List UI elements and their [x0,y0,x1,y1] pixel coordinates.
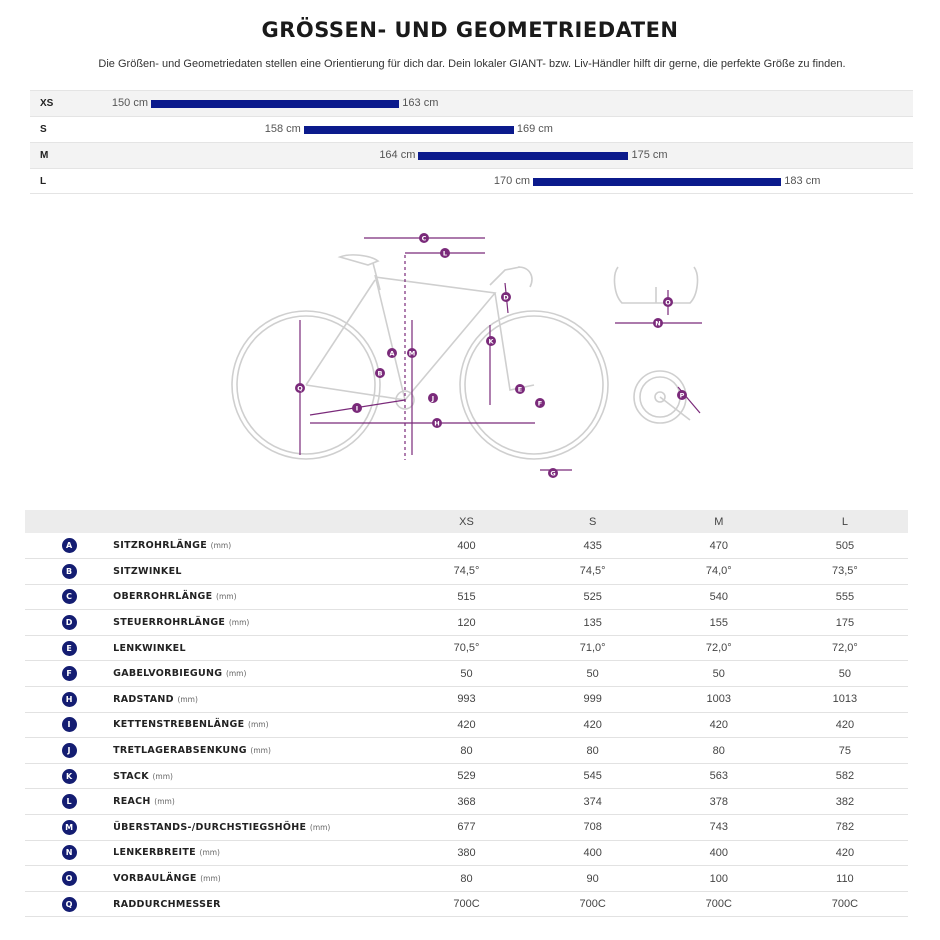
diagram-marker-k [486,336,496,346]
svg-text:D: D [503,293,509,302]
svg-text:Q: Q [297,384,303,393]
diagram-marker-g [548,468,558,478]
value-cell-xs: 80 [403,738,529,764]
size-range-bar [533,178,781,186]
row-letter-cell [25,738,113,764]
letter-badge: F [62,666,77,681]
measurement-unit: (mm) [248,720,269,730]
size-range-bar [418,152,628,160]
table-row [25,738,908,764]
size-label: L [40,176,47,187]
row-name-cell [113,763,403,789]
value-cell-m: 378 [656,789,782,815]
row-letter-cell [25,712,113,738]
svg-text:B: B [377,369,383,378]
value-cell-s: 400 [530,840,656,866]
row-letter-cell [25,533,113,559]
svg-text:K: K [488,337,494,346]
value-cell-xs: 400 [403,533,529,559]
diagram-marker-a [387,348,397,358]
value-cell-s: 71,0° [530,635,656,661]
row-name-cell [113,891,403,917]
table-row [25,687,908,713]
svg-text:I: I [355,404,359,413]
svg-text:L: L [442,249,448,258]
value-cell-m: 563 [656,763,782,789]
measurement-name: VORBAULÄNGE [113,873,197,885]
row-letter-cell [25,789,113,815]
diagram-marker-b [375,368,385,378]
measurement-unit: (mm) [210,541,232,551]
svg-text:G: G [550,469,556,478]
value-cell-l: 72,0° [782,635,908,661]
geometry-table-header [25,510,908,533]
svg-text:M: M [408,349,416,358]
diagram-marker-o [663,297,673,307]
value-cell-xs: 80 [403,866,529,892]
row-letter-cell [25,610,113,636]
letter-badge: M [62,820,77,835]
table-row [25,763,908,789]
measurement-unit: (mm) [200,874,221,884]
value-cell-s: 80 [530,738,656,764]
row-letter-cell [25,840,113,866]
row-letter-cell [25,584,113,610]
letter-badge: A [62,538,77,553]
measurement-unit: (mm) [199,848,220,858]
diagram-marker-q [295,383,305,393]
row-name-cell [113,635,403,661]
row-letter-cell [25,559,113,585]
row-letter-cell [25,661,113,687]
row-name-cell [113,840,403,866]
size-range-row [30,168,913,194]
table-row [25,840,908,866]
table-row [25,559,908,585]
measurement-unit: (mm) [152,771,173,781]
column-header-l: L [782,510,908,533]
value-cell-l: 555 [782,584,908,610]
value-cell-m: 1003 [656,687,782,713]
value-cell-s: 700C [530,891,656,917]
value-cell-s: 374 [530,789,656,815]
table-row [25,661,908,687]
size-range-max: 183 cm [784,175,821,187]
diagram-marker-f [535,398,545,408]
size-label: M [40,150,49,161]
value-cell-s: 90 [530,866,656,892]
measurement-unit: (mm) [216,592,237,602]
row-letter-cell [25,866,113,892]
measurement-name: SITZROHRLÄNGE [113,540,208,552]
row-letter-cell [25,763,113,789]
diagram-marker-i [352,403,362,413]
table-row [25,584,908,610]
table-row [25,866,908,892]
value-cell-xs: 677 [403,815,529,841]
measurement-name: GABELVORBIEGUNG [113,668,223,680]
value-cell-m: 470 [656,533,782,559]
measurement-unit: (mm) [225,669,247,679]
page-subtitle: Die Größen- und Geometriedaten stellen eine Orientierung für dich dar. Dein lokaler GIANT- bzw. Liv-Händler hilft dir gerne, die perfekte Größe zu finden. [98,58,846,70]
value-cell-xs: 529 [403,763,529,789]
value-cell-s: 50 [530,661,656,687]
diagram-marker-l [440,248,450,258]
header-name [113,510,403,533]
letter-badge: E [62,641,77,656]
value-cell-xs: 120 [403,610,529,636]
value-cell-l: 420 [782,840,908,866]
value-cell-xs: 515 [403,584,529,610]
value-cell-s: 525 [530,584,656,610]
value-cell-xs: 993 [403,687,529,713]
row-name-cell [113,738,403,764]
size-range-min: 164 cm [379,149,416,161]
value-cell-xs: 380 [403,840,529,866]
value-cell-s: 74,5° [530,559,656,585]
value-cell-s: 435 [530,533,656,559]
measurement-name: RADDURCHMESSER [113,898,221,910]
value-cell-l: 75 [782,738,908,764]
size-range-bar [151,100,399,108]
letter-badge: L [62,794,77,809]
value-cell-s: 135 [530,610,656,636]
value-cell-m: 700C [656,891,782,917]
row-name-cell [113,815,403,841]
letter-badge: N [62,845,77,860]
measurement-name: STACK [113,770,149,782]
column-header-xs: XS [403,510,529,533]
table-row [25,712,908,738]
value-cell-m: 743 [656,815,782,841]
value-cell-xs: 74,5° [403,559,529,585]
svg-text:C: C [421,234,427,243]
value-cell-l: 582 [782,763,908,789]
value-cell-m: 50 [656,661,782,687]
measurement-name: KETTENSTREBENLÄNGE [113,719,245,731]
value-cell-s: 420 [530,712,656,738]
table-row [25,815,908,841]
diagram-marker-m [407,348,417,358]
measurement-name: SITZWINKEL [113,565,182,577]
value-cell-m: 80 [656,738,782,764]
svg-text:O: O [665,298,671,307]
diagram-marker-n [653,318,663,328]
value-cell-m: 100 [656,866,782,892]
row-letter-cell [25,687,113,713]
svg-text:J: J [431,394,435,403]
table-row [25,891,908,917]
value-cell-l: 175 [782,610,908,636]
value-cell-l: 782 [782,815,908,841]
size-range-max: 169 cm [516,123,553,135]
row-name-cell [113,584,403,610]
value-cell-s: 545 [530,763,656,789]
value-cell-l: 700C [782,891,908,917]
letter-badge: I [62,717,77,732]
value-cell-m: 155 [656,610,782,636]
measurement-unit: (mm) [177,694,198,704]
svg-text:E: E [517,385,523,394]
measurement-name: RADSTAND [113,693,174,705]
size-range-chart [30,90,913,194]
bike-geometry-diagram [230,215,710,490]
row-name-cell [113,661,403,687]
row-letter-cell [25,891,113,917]
letter-badge: Q [62,897,77,912]
value-cell-m: 540 [656,584,782,610]
row-name-cell [113,712,403,738]
letter-badge: H [62,692,77,707]
size-range-min: 158 cm [264,123,301,135]
size-range-row [30,142,913,168]
row-name-cell [113,866,403,892]
table-row [25,610,908,636]
diagram-marker-c [419,233,429,243]
size-range-min: 170 cm [493,175,530,187]
value-cell-xs: 420 [403,712,529,738]
measurement-name: TRETLAGERABSENKUNG [113,745,247,757]
size-label: S [40,124,47,135]
measurement-name: ÜBERSTANDS-/DURCHSTIEGSHÖHE [113,821,307,833]
value-cell-m: 420 [656,712,782,738]
value-cell-l: 420 [782,712,908,738]
row-name-cell [113,610,403,636]
measurement-unit: (mm) [154,797,175,807]
table-row [25,635,908,661]
size-range-row [30,116,913,142]
value-cell-l: 110 [782,866,908,892]
row-letter-cell [25,815,113,841]
measurement-unit: (mm) [228,618,250,628]
diagram-marker-p [677,390,687,400]
row-name-cell [113,687,403,713]
row-name-cell [113,533,403,559]
size-range-row [30,90,913,116]
measurement-name: REACH [113,796,151,808]
value-cell-l: 73,5° [782,559,908,585]
value-cell-s: 708 [530,815,656,841]
value-cell-m: 74,0° [656,559,782,585]
svg-text:F: F [537,399,543,408]
svg-text:H: H [434,419,440,428]
letter-badge: J [62,743,77,758]
value-cell-xs: 700C [403,891,529,917]
geometry-table [25,510,908,917]
value-cell-xs: 50 [403,661,529,687]
measurement-name: LENKWINKEL [113,642,186,654]
diagram-marker-h [432,418,442,428]
letter-badge: K [62,769,77,784]
svg-text:P: P [679,391,685,400]
value-cell-xs: 368 [403,789,529,815]
header-letter [25,510,113,533]
measurement-name: OBERROHRLÄNGE [113,591,213,603]
page-title: GRÖSSEN- UND GEOMETRIEDATEN [261,18,679,42]
value-cell-xs: 70,5° [403,635,529,661]
value-cell-l: 1013 [782,687,908,713]
letter-badge: D [62,615,77,630]
size-range-max: 163 cm [402,97,439,109]
measurement-name: STEUERROHRLÄNGE [113,617,226,629]
value-cell-m: 400 [656,840,782,866]
table-row [25,533,908,559]
diagram-marker-d [501,292,511,302]
diagram-marker-e [515,384,525,394]
diagram-marker-j [428,393,438,403]
value-cell-l: 382 [782,789,908,815]
letter-badge: C [62,589,77,604]
size-range-min: 150 cm [111,97,148,109]
measurement-unit: (mm) [309,822,331,832]
value-cell-s: 999 [530,687,656,713]
value-cell-m: 72,0° [656,635,782,661]
column-header-m: M [656,510,782,533]
value-cell-l: 505 [782,533,908,559]
row-name-cell [113,789,403,815]
size-label: XS [40,98,54,109]
row-letter-cell [25,635,113,661]
geometry-table-body [25,533,908,917]
column-header-s: S [530,510,656,533]
table-row [25,789,908,815]
letter-badge: O [62,871,77,886]
measurement-unit: (mm) [250,746,271,756]
size-range-bar [304,126,514,134]
measurement-name: LENKERBREITE [113,847,196,859]
row-name-cell [113,559,403,585]
value-cell-l: 50 [782,661,908,687]
letter-badge: B [62,564,77,579]
svg-text:N: N [655,319,661,328]
size-range-max: 175 cm [631,149,668,161]
svg-text:A: A [389,349,395,358]
